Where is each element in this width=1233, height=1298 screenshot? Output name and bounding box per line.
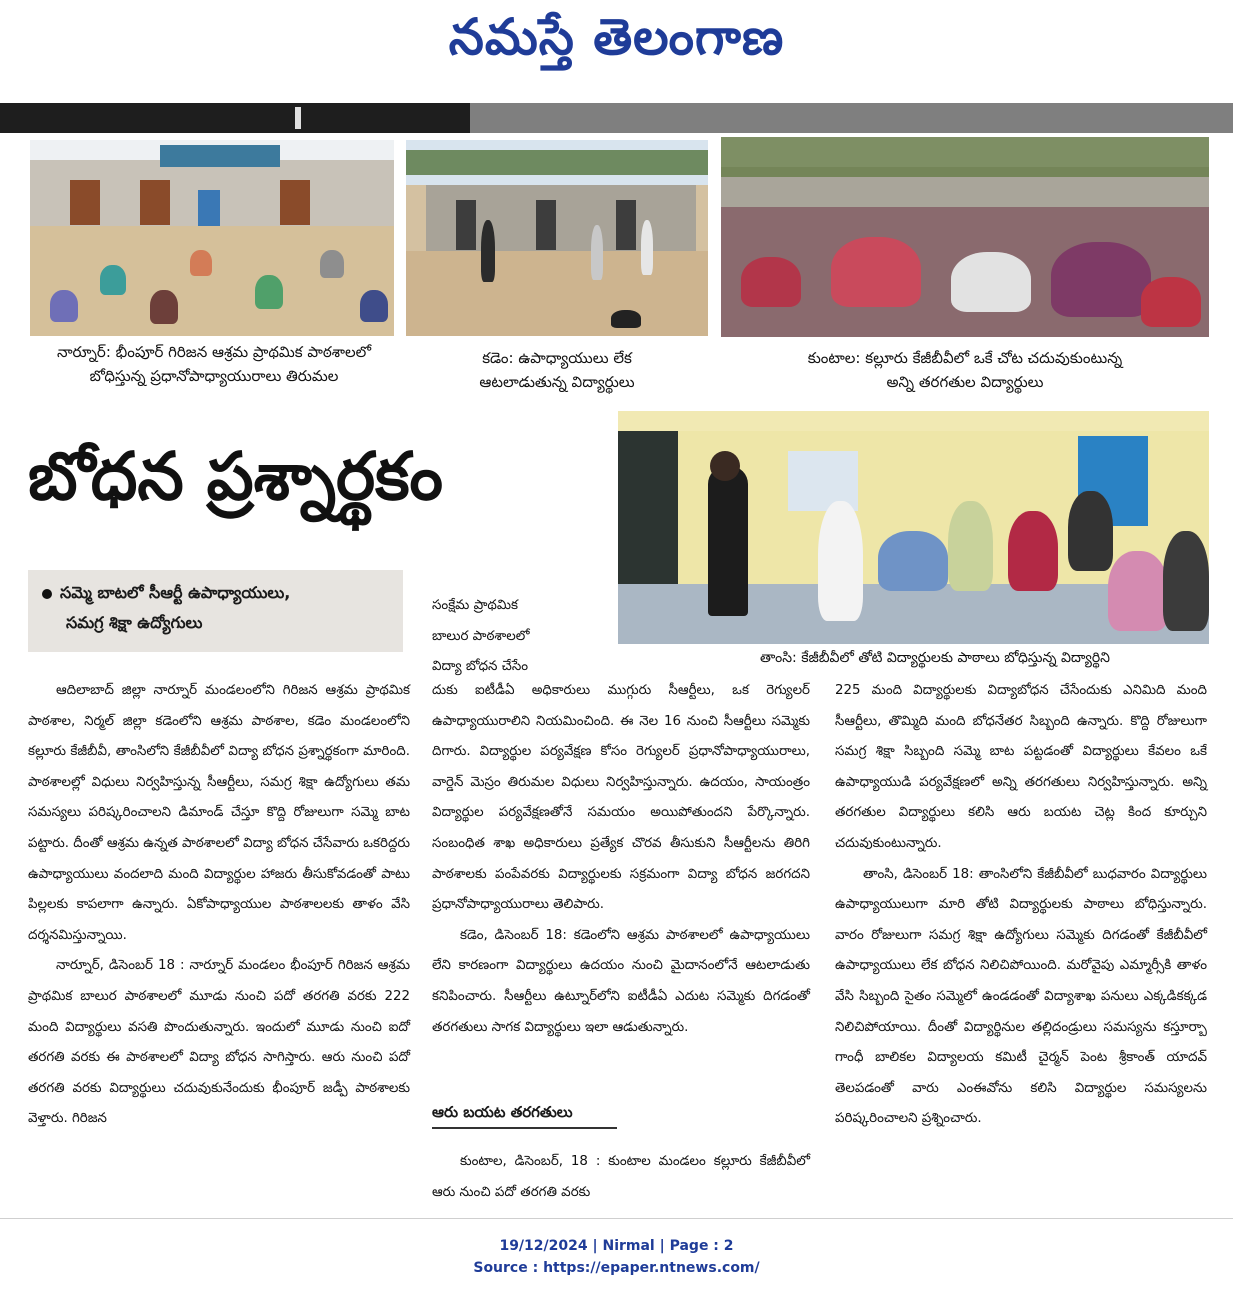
- paragraph-kallur: 225 మంది విద్యార్థులకు విద్యాబోధన చేసేందుకు ఎనిమిది మంది సీఆర్టీలు, తొమ్మిది మంది బోధనేతర సిబ్బంది ఉన్నారు. కొద్ది రోజులుగా సమగ్ర శిక్షా సిబ్బంది సమ్మె బాట పట్టడంతో విద్యార్థులు కేవలం ఒకే ఉపాధ్యాయుడి పర్యవేక్షణలో అన్ని తరగతులు నిర్వహిస్తున్నారు. అన్ని తరగతుల విద్యార్థులు కలిసి ఆరు బయట చెట్ల కింద కూర్చుని చదువుకుంటున్నారు.: [835, 683, 1207, 851]
- footer-divider: [0, 1218, 1233, 1219]
- article-column-1: [28, 676, 410, 1135]
- paragraph-narnoor: నార్నూర్, డిసెంబర్ 18 : నార్నూర్ మండలం భీంపూర్ గిరిజన ఆశ్రమ ప్రాథమిక బాలుర పాఠశాలలో మూడు నుంచి పదో తరగతి వరకు 222 మంది విద్యార్థులు వసతి పొందుతున్నారు. ఇందులో మూడు నుంచి ఐదో తరగతి వరకు ఈ పాఠశాలలో విద్యా బోధన సాగిస్తారు. ఆరు నుంచి పదో తరగతి వరకు విద్యార్థులు చదువుకునేందుకు భీంపూర్ జడ్పీ పాఠశాలకు వెళ్తారు. గిరిజన: [28, 958, 410, 1127]
- paragraph-kuntala: కుంటాల, డిసెంబర్, 18 : కుంటాల మండలం కల్లూరు కేజీబీవీలో ఆరు నుంచి పదో తరగతి వరకు: [432, 1154, 810, 1200]
- photo-kadem: [406, 140, 708, 336]
- subhead-line-2: సమగ్ర శిక్షా ఉద్యోగులు: [66, 613, 203, 632]
- section-band-grey: [470, 103, 1233, 133]
- paragraph-intro: ఆదిలాబాద్ జిల్లా నార్నూర్ మండలంలోని గిరిజన ఆశ్రమ ప్రాథమిక పాఠశాల, నిర్మల్ జిల్లా కడెంలోని ఆశ్రమ పాఠశాల, కడెం మండలంలోని కల్లూరు కేజీబీవీ, తాంసిలోని కేజీబీవీలో విద్యా బోధన ప్రశ్నార్థకంగా మారింది. పాఠశాలల్లో విధులు నిర్వహిస్తున్న సీఆర్టీలు, సమగ్ర శిక్షా ఉద్యోగులు తమ సమస్యలు పరిష్కరించాలని డిమాండ్ చేస్తూ కొద్ది రోజులుగా సమ్మె బాట పట్టారు. దీంతో ఆశ్రమ ఉన్నత పాఠశాలలో విద్యా బోధన చేసేవారు ఒకరిద్దరు ఉపాధ్యాయులు వందలాది మంది విద్యార్థుల హాజరు తీసుకోవడంతో పాటు పిల్లలకు కాపలాగా ఉన్నారు. ఏకోపాధ్యాయుల పాఠశాలలకు తాళం వేసి దర్శనమిస్తున్నాయి.: [28, 683, 410, 943]
- article-column-2: [432, 591, 608, 683]
- article-column-3: [835, 676, 1207, 1135]
- column-2-wrap-3: విద్యా బోధన చేసేం: [432, 659, 529, 675]
- caption-kadem: కడెం: ఉపాధ్యాయులు లేక ఆటలాడుతున్న విద్యార్థులు: [479, 349, 635, 391]
- footer-date-edition: 19/12/2024 | Nirmal | Page : 2: [499, 1238, 734, 1254]
- band-mark: [295, 107, 301, 129]
- article-column-2-lower: [432, 676, 810, 1043]
- photo-tamsi: [618, 411, 1209, 644]
- paragraph-itda: దుకు ఐటీడీఏ అధికారులు ముగ్గురు సీఆర్టీలు, ఒక రెగ్యులర్ ఉపాధ్యాయురాలిని నియమించింది. ఈ నెల 16 నుంచి సీఆర్టీలు సమ్మెకు దిగారు. విద్యార్థుల పర్యవేక్షణ కోసం రెగ్యులర్ ప్రధానోపాధ్యాయురాలు, వార్డెన్ మెస్రం తిరుమల విధులు నిర్వహిస్తున్నారు. ఉదయం, సాయంత్రం విద్యార్థుల పర్యవేక్షణతోనే సమయం అయిపోతుందని పేర్కొన్నారు. సంబంధిత శాఖ అధికారులు ప్రత్యేక చొరవ తీసుకుని సీఆర్టీలను తిరిగి పాఠశాలకు పంపేవరకు విద్యార్థులకు సక్రమంగా విద్యా బోధన జరగదని ప్రధానోపాధ్యాయురాలు తెలిపారు.: [432, 683, 810, 913]
- subhead-line-1: సమ్మె బాటలో సీఆర్టీ ఉపాధ్యాయులు,: [42, 578, 391, 608]
- caption-tamsi: తాంసి: కేజీబీవీలో తోటి విద్యార్థులకు పాఠాలు బోధిస్తున్న విద్యార్థిని: [759, 650, 1111, 666]
- paragraph-kadem: కడెం, డిసెంబర్ 18: కడెంలోని ఆశ్రమ పాఠశాలలో ఉపాధ్యాయులు లేని కారణంగా విద్యార్థులు ఉదయం నుంచి మైదానంలోనే ఆటలాడుతు కనిపించారు. సీఆర్టీలు ఉట్నూర్‌లోని ఐటీడీఏ ఎదుట సమ్మెకు దిగడంతో తరగతులు సాగక విద్యార్థులు ఇలా ఆడుతున్నారు.: [432, 927, 810, 1035]
- bullet-icon: [42, 589, 52, 599]
- caption-kallur: కుంటాల: కల్లూరు కేజీబీవీలో ఒకే చోట చదువుకుంటున్న అన్ని తరగతుల విద్యార్థులు: [807, 349, 1123, 391]
- section-band-dark: [0, 103, 470, 133]
- masthead: [0, 0, 1233, 100]
- section-heading-outdoor-classes: ఆరు బయట తరగతులు: [432, 1097, 617, 1129]
- caption-narnoor: నార్నూర్: భీంపూర్ గిరిజన ఆశ్రమ ప్రాథమిక పాఠశాలలో బోధిస్తున్న ప్రధానోపాధ్యాయురాలు తిరుమల: [56, 343, 372, 385]
- subhead-box: [28, 570, 403, 652]
- photo-narnoor: [30, 140, 394, 336]
- newspaper-logo: నమస్తే తెలంగాణ: [448, 8, 785, 66]
- column-2-wrap-2: బాలుర పాఠశాలలో: [432, 628, 530, 644]
- footer-source: Source : https://epaper.ntnews.com/: [473, 1260, 760, 1276]
- headline: బోధన ప్రశ్నార్థకం: [28, 438, 444, 515]
- photo-kallur: [721, 137, 1209, 337]
- paragraph-tamsi: తాంసి, డిసెంబర్ 18: తాంసిలోని కేజీబీవీలో బుధవారం విద్యార్థులు ఉపాధ్యాయులుగా మారి తోటి విద్యార్థులకు పాఠాలు బోధిస్తున్నారు. వారం రోజులుగా సమగ్ర శిక్షా ఉద్యోగులు సమ్మెకు దిగడంతో కేజీబీవీలో ఉపాధ్యాయులు లేక బోధన నిలిచిపోయింది. మరోవైపు ఎమ్మార్సీకి తాళం వేసి సిబ్బంది సైతం సమ్మెలో ఉండడంతో విద్యాశాఖ పనులు ఎక్కడికక్కడ నిలిచిపోయాయి. దీంతో విద్యార్థినుల తల్లిదండ్రులు సమస్యను కస్తూర్బా గాంధీ బాలికల విద్యాలయ కమిటీ చైర్మన్ పెంట శ్రీకాంత్ యాదవ్ తెలపడంతో వారు ఎంఈవోను కలిసి విద్యార్థుల సమస్యలను పరిష్కరించాలని ప్రశ్నించారు.: [835, 866, 1207, 1127]
- column-2-wrap-1: సంక్షేమ ప్రాథమిక: [432, 598, 519, 613]
- article-column-2-end: [432, 1147, 810, 1208]
